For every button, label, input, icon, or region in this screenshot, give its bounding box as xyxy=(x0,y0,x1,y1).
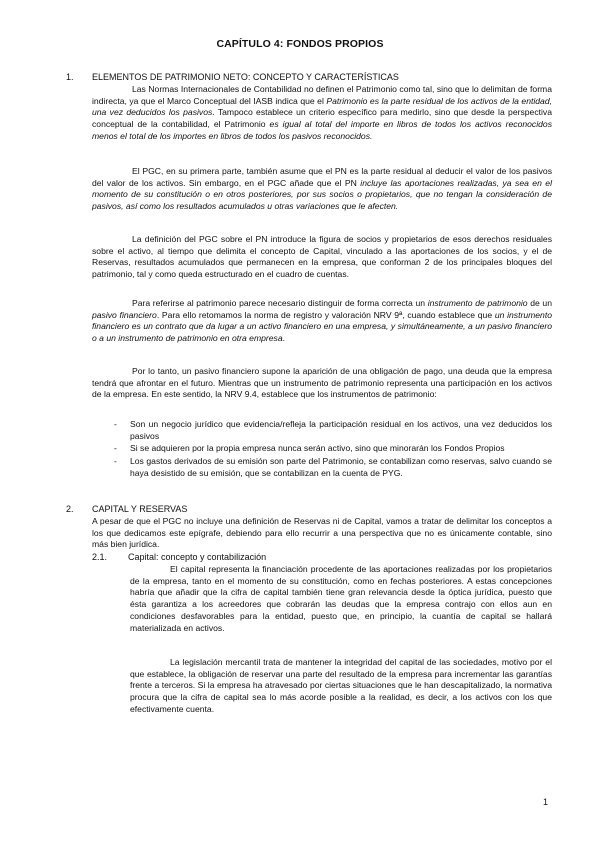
paragraph: Por lo tanto, un pasivo financiero supone la aparición de una obligación de pago, una deuda que la empresa tendrá que afrontar en el futuro. Mientras que un instrumento de patrimonio representa una participación en los activos de la empresa. En este sentido, la NRV 9.4, establece que los instrumentos de patrimonio: xyxy=(92,366,552,400)
subsection-number: 2.1. xyxy=(92,552,108,562)
section-title: ELEMENTOS DE PATRIMONIO NETO: CONCEPTO Y CARACTERÍSTICAS xyxy=(92,72,399,82)
section-title: CAPITAL Y RESERVAS xyxy=(92,504,188,514)
subsection-title: Capital: concepto y contabilización xyxy=(128,552,267,562)
section-number: 1. xyxy=(66,72,74,82)
list-item: - Son un negocio jurídico que evidencia/refleja la participación residual en los activos, una vez deducidos los pasivos xyxy=(114,419,552,441)
bullet-list xyxy=(92,419,552,481)
chapter-title: CAPÍTULO 4: FONDOS PROPIOS xyxy=(216,38,384,50)
list-item: - Los gastos derivados de su emisión son parte del Patrimonio, se contabilizan como reservas, salvo cuando se haya desistido de su emisión, que se contabilizan en la cuenta de PYG. xyxy=(114,456,552,478)
paragraph: Para referirse al patrimonio parece necesario distinguir de forma correcta un instrumento de patrimonio de un pasivo financiero. Para ello retomamos la norma de registro y valoración NRV 9ª, cuando establece que un instrumento financiero es un contrato que da lugar a un activo financiero en una empresa, y simultáneamente, a un pasivo financiero o a un instrumento de patrimonio en otra empresa. xyxy=(92,298,552,344)
page-number: 1 xyxy=(542,797,548,807)
section-number: 2. xyxy=(66,504,74,514)
paragraph: La legislación mercantil trata de mantener la integridad del capital de las sociedades, motivo por el que establece, la obligación de reservar una parte del resultado de la empresa para incrementar las garantías frente a terceros. Si la empresa ha atravesado por ciertas situaciones que le han descapitalizado, la normativa procura que la cifra de capital sea lo más acorde posible a la realidad, es decir, a los activos con los que efectivamente cuenta. xyxy=(130,657,552,714)
paragraph: El capital representa la financiación procedente de las aportaciones realizadas por los propietarios de la empresa, tanto en el momento de su constitución, como en fechas posteriores. A estas concepciones habría que añadir que la cifra de capital también tiene gran relevancia desde la óptica jurídica, puesto que ésta garantiza a los acreedores que cobrarán las deudas que la empresa contrajo con ellos aun en condiciones desfavorables para la entidad, puesto que, en principio, la cuantía de capital se hallará materializada en activos. xyxy=(130,564,552,633)
paragraph: La definición del PGC sobre el PN introduce la figura de socios y propietarios de esos derechos residuales sobre el activo, al tiempo que delimita el concepto de Capital, vinculado a las aportaciones de los socios, y el de Reservas, resultados acumulados que permanecen en la empresa, que conforman 2 de los principales bloques del patrimonio, tal y como queda estructurado en el cuadro de cuentas. xyxy=(92,234,552,280)
paragraph: El PGC, en su primera parte, también asume que el PN es la parte residual al deducir el valor de los pasivos del valor de los activos. Sin embargo, en el PGC añade que el PN incluye las aportaciones realizadas, ya sea en el momento de su constitución o en otros posteriores, por sus socios o propietarios, que no tengan la consideración de pasivos, así como los resultados acumulados u otras variaciones que le afecten. xyxy=(92,166,552,212)
paragraph: A pesar de que el PGC no incluye una definición de Reservas ni de Capital, vamos a tratar de delimitar los conceptos a los que dedicamos este epígrafe, debiendo para ello recurrir a una perspectiva que no es únicamente contable, sino más bien jurídica. xyxy=(92,516,552,550)
list-item: - Si se adquieren por la propia empresa nunca serán activo, sino que minorarán los Fondos Propios xyxy=(114,443,505,454)
paragraph: Las Normas Internacionales de Contabilidad no definen el Patrimonio como tal, sino que lo delimitan de forma indirecta, ya que el Marco Conceptual del IASB indica que el Patrimonio es la parte residual de los activos de la entidad, una vez deducidos los pasivos. Tampoco establece un criterio específico para medirlo, sino que desde la perspectiva conceptual de la contabilidad, el Patrimonio es igual al total del importe en libros de todos los activos reconocidos menos el total de los importes en libros de todos los pasivos reconocidos. xyxy=(92,84,552,141)
